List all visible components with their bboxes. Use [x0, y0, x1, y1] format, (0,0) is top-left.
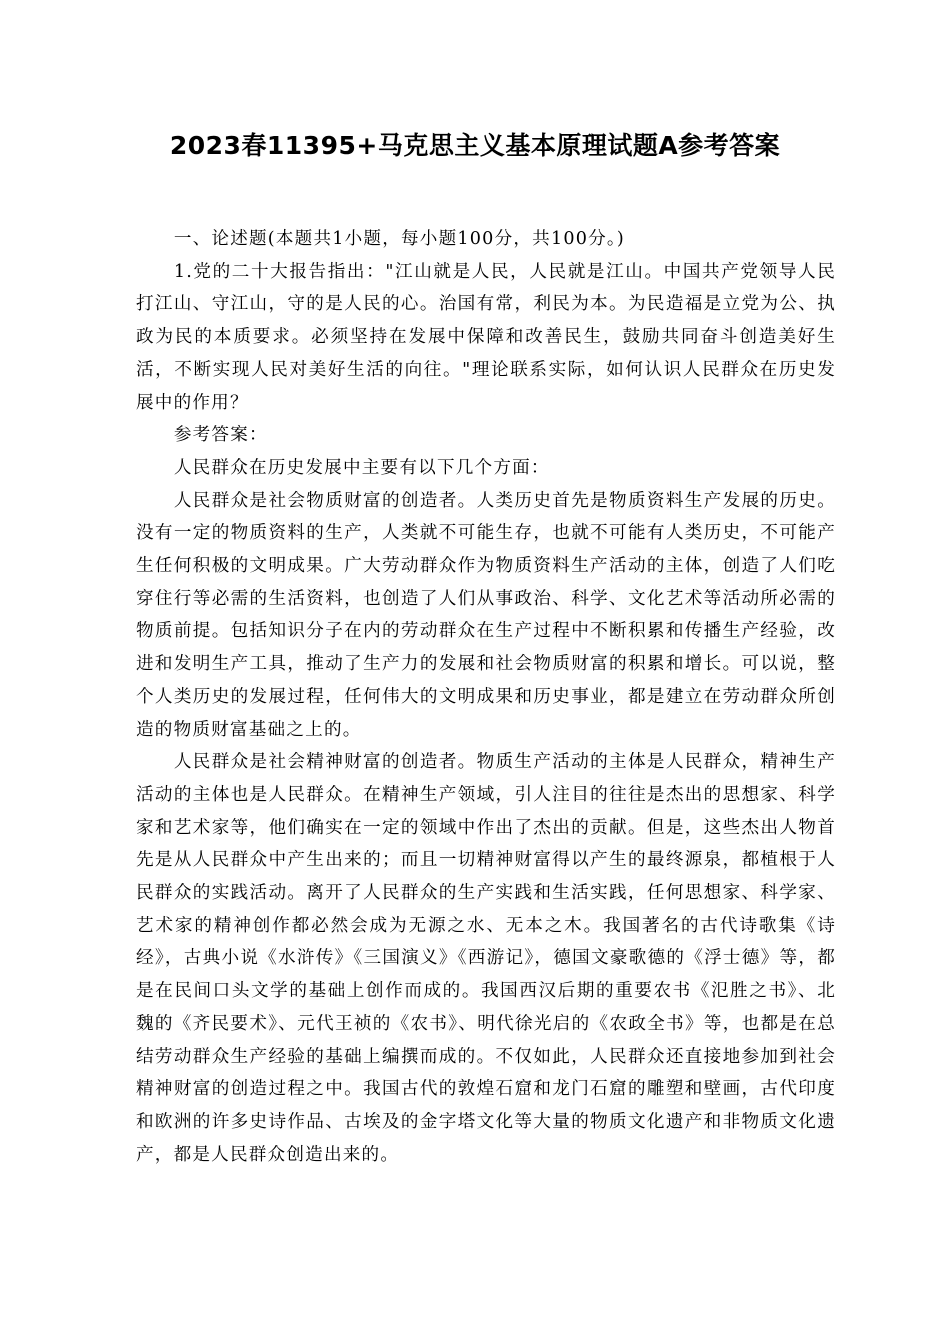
document-title: 2023春11395+马克思主义基本原理试题A参考答案 [169, 131, 781, 160]
document-body [136, 223, 836, 1171]
answer-paragraph-spiritual-wealth: 人民群众是社会精神财富的创造者。物质生产活动的主体是人民群众，精神生产活动的主体也是人民群众。在精神生产领域，引人注目的往往是杰出的思想家、科学家和艺术家等，他们确实在一定的领域中作出了杰出的贡献。但是，这些杰出人物首先是从人民群众中产生出来的；而且一切精神财富得以产生的最终源泉，都植根于人民群众的实践活动。离开了人民群众的生产实践和生活实践，任何思想家、科学家、艺术家的精神创作都必然会成为无源之水、无本之木。我国著名的古代诗歌集《诗经》，古典小说《水浒传》《三国演义》《西游记》，德国文豪歌德的《浮士德》等，都是在民间口头文学的基础上创作而成的。我国西汉后期的重要农书《氾胜之书》、北魏的《齐民要术》、元代王祯的《农书》、明代徐光启的《农政全书》等，也都是在总结劳动群众生产经验的基础上编撰而成的。不仅如此，人民群众还直接地参加到社会精神财富的创造过程之中。我国古代的敦煌石窟和龙门石窟的雕塑和壁画，古代印度和欧洲的许多史诗作品、古埃及的金字塔文化等大量的物质文化遗产和非物质文化遗产，都是人民群众创造出来的。 [136, 752, 836, 1165]
section-heading: 一、论述题(本题共1小题，每小题100分，共100分。) [173, 229, 625, 249]
answer-intro: 人民群众在历史发展中主要有以下几个方面： [173, 457, 550, 478]
question-text: 1.党的二十大报告指出："江山就是人民，人民就是江山。中国共产党领导人民打江山、守江山，守的是人民的心。治国有常，利民为本。为民造福是立党为公、执政为民的本质要求。必须坚持在发展中保障和改善民生，鼓励共同奋斗创造美好生活，不断实现人民对美好生活的向往。"理论联系实际，如何认识人民群众在历史发展中的作用？ [136, 261, 836, 413]
answer-label: 参考答案： [173, 425, 268, 446]
answer-paragraph-material-wealth: 人民群众是社会物质财富的创造者。人类历史首先是物质资料生产发展的历史。没有一定的物质资料的生产，人类就不可能生存，也就不可能有人类历史，不可能产生任何积极的文明成果。广大劳动群众作为物质资料生产活动的主体，创造了人们吃穿住行等必需的生活资料，也创造了人们从事政治、科学、文化艺术等活动所必需的物质前提。包括知识分子在内的劳动群众在生产过程中不断积累和传播生产经验，改进和发明生产工具，推动了生产力的发展和社会物质财富的积累和增长。可以说，整个人类历史的发展过程，任何伟大的文明成果和历史事业，都是建立在劳动群众所创造的物质财富基础之上的。 [136, 490, 836, 740]
